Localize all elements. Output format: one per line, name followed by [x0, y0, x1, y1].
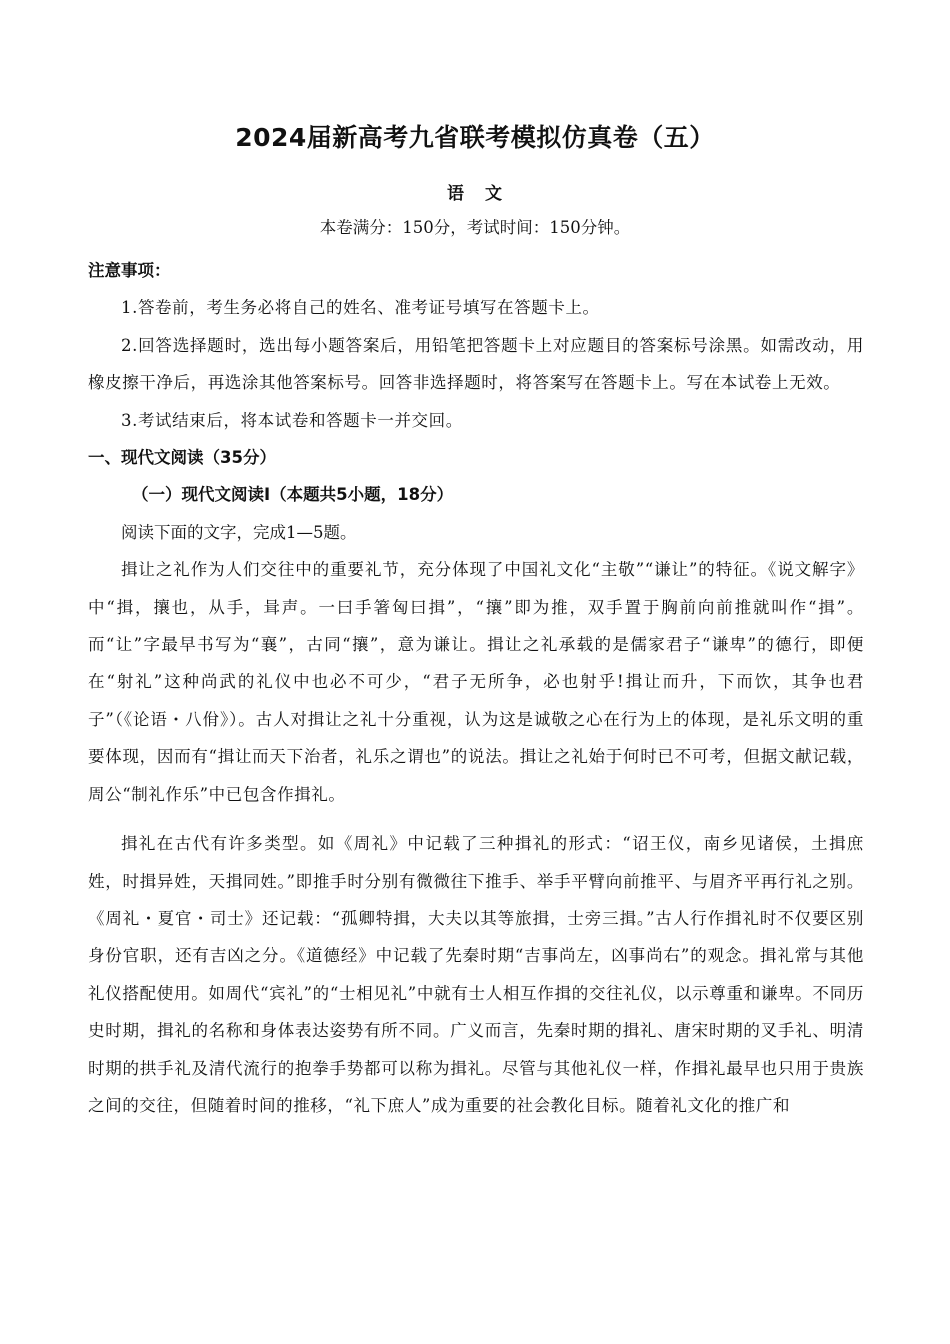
- notice-item-1: 1.答卷前，考生务必将自己的姓名、准考证号填写在答题卡上。: [121, 298, 600, 318]
- notice-item-3: 3.考试结束后，将本试卷和答题卡一并交回。: [121, 410, 463, 430]
- exam-title: 2024届新高考九省联考模拟仿真卷（五）: [235, 123, 715, 152]
- reading-instruction: 阅读下面的文字，完成1—5题。: [121, 522, 357, 542]
- notice-item-2: 2.回答选择题时，选出每小题答案后，用铅笔把答题卡上对应题目的答案标号涂黑。如需改动，用橡皮擦干净后，再选涂其他答案标号。回答非选择题时，将答案写在答题卡上。写在本试卷上无效。: [88, 335, 864, 393]
- notice-heading: 注意事项：: [88, 261, 171, 280]
- subsection-heading: （一）现代文阅读I（本题共5小题，18分）: [132, 485, 454, 505]
- passage-paragraph-1: 揖让之礼作为人们交往中的重要礼节，充分体现了中国礼文化“主敬”“谦让”的特征。《说文解字》中“揖，攘也，从手，咠声。一曰手箸匈曰揖”，“攘”即为推，双手置于胸前向前推就叫作“揖”。而“让”字最早书写为“襄”，古同“攘”，意为谦让。揖让之礼承载的是儒家君子“谦卑”的德行，即便在“射礼”这种尚武的礼仪中也必不可少，“君子无所争，必也射乎!揖让而升，下而饮，其争也君子”（《论语・八佾》）。古人对揖让之礼十分重视，认为这是诚敬之心在行为上的体现，是礼乐文明的重要体现，因而有“揖让而天下治者，礼乐之谓也”的说法。揖让之礼始于何时已不可考，但据文献记载，周公“制礼作乐”中已包含作揖礼。: [88, 560, 864, 804]
- exam-content: [88, 252, 864, 1124]
- exam-meta: 本卷满分：150分，考试时间：150分钟。: [319, 218, 631, 237]
- subject-char-2: 文: [485, 184, 503, 204]
- passage-paragraph-2: 揖礼在古代有许多类型。如《周礼》中记载了三种揖礼的形式：“诏王仪，南乡见诸侯，土揖庶姓，时揖异姓，天揖同姓。”即推手时分别有微微往下推手、举手平臂向前推平、与眉齐平再行礼之别。《周礼・夏官・司士》还记载：“孤卿特揖，大夫以其等旅揖，士旁三揖。”古人行作揖礼时不仅要区别身份官职，还有吉凶之分。《道德经》中记载了先秦时期“吉事尚左，凶事尚右”的观念。揖礼常与其他礼仪搭配使用。如周代“宾礼”的“士相见礼”中就有士人相互作揖的交往礼仪，以示尊重和谦卑。不同历史时期，揖礼的名称和身体表达姿势有所不同。广义而言，先秦时期的揖礼、唐宋时期的叉手礼、明清时期的拱手礼及清代流行的抱拳手势都可以称为揖礼。尽管与其他礼仪一样，作揖礼最早也只用于贵族之间的交往，但随着时间的推移，“礼下庶人”成为重要的社会教化目标。随着礼文化的推广和: [88, 834, 864, 1115]
- subject-heading: [0, 180, 950, 208]
- section-heading: 一、现代文阅读（35分）: [88, 448, 276, 468]
- subject-char-1: 语: [447, 184, 465, 204]
